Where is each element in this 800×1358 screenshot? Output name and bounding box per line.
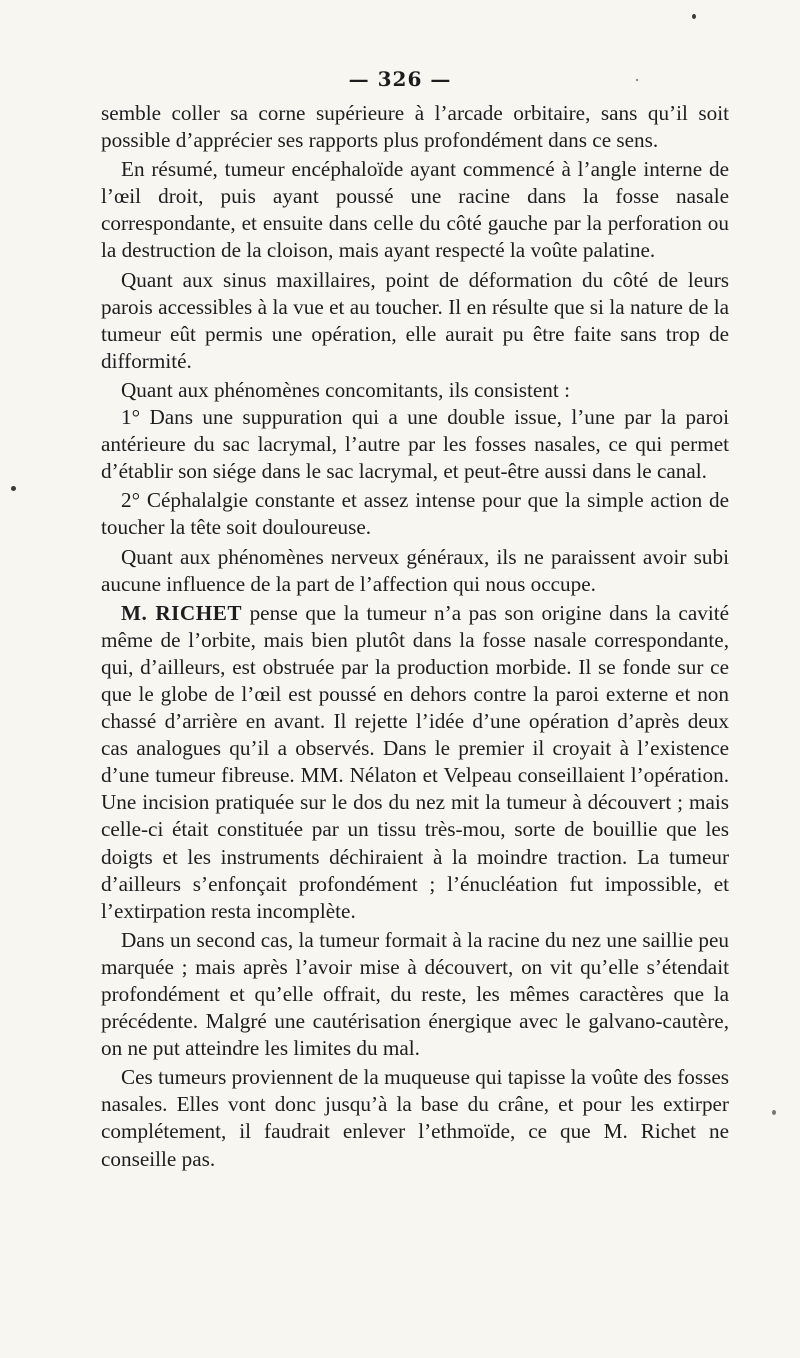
ink-speck [692,14,696,19]
paragraph: 1° Dans une suppuration qui a une double issue, l’une par la paroi antérieure du sac lacrymal, l’autre par les fosses nasales, ce qui permet d’établir son siége dans le sac lacrymal, et peut-être aussi dans le canal. [101,405,729,484]
paragraph: semble coller sa corne supérieure à l’arcade orbitaire, sans qu’il soit possible d’apprécier ses rapports plus profondément dans ce sens. [101,101,729,153]
paragraph: 2° Céphalalgie constante et assez intense pour que la simple action de toucher la tête soit douloureuse. [101,488,729,540]
paragraph: En résumé, tumeur encéphaloïde ayant commencé à l’angle interne de l’œil droit, puis ayant poussé une racine dans la fosse nasale correspondante, et ensuite dans celle du côté gauche par la perforation ou la destruction de la cloison, mais ayant respecté la voûte palatine. [101,157,729,263]
paragraph: Quant aux sinus maxillaires, point de déformation du côté de leurs parois accessibles à la vue et au toucher. Il en résulte que si la nature de la tumeur eût permis une opération, elle aurait pu être faite sans trop de difformité. [101,267,729,373]
paragraph: Quant aux phénomènes concomitants, ils consistent : [121,377,570,402]
paragraph-text: pense que la tumeur n’a pas son origine dans la cavité même de l’orbite, mais bien plutôt dans la fosse nasale correspondante, qui, d’ailleurs, est obstruée par la production morbide. Il se fonde sur ce que le globe de l’œil est poussé en dehors contre la paroi externe et non chassé d’arrière en avant. Il rejette l’idée d’une opération d’après deux cas analogues qu’il a observés. Dans le premier il croyait à l’existence d’une tumeur fibreuse. MM. Nélaton et Velpeau conseillaient l’opération. Une incision pratiquée sur le dos du nez mit la tumeur à découvert ; mais celle-ci était constituée par un tissu très-mou, sorte de bouillie que les doigts et les instruments déchiraient à la moindre traction. La tumeur d’ailleurs s’enfonçait profondément ; l’énucléation fut impossible, et l’extirpation resta incomplète. [101,600,730,923]
paragraph [101,600,729,925]
ink-speck [772,1110,776,1115]
speaker-name: M. RICHET [121,600,242,625]
body-text [101,100,729,1173]
paragraph: Ces tumeurs proviennent de la muqueuse qui tapisse la voûte des fosses nasales. Elles vont donc jusqu’à la base du crâne, et pour les extirper complétement, il faudrait enlever l’ethmoïde, ce que M. Richet ne conseille pas. [101,1065,729,1171]
page-number: — 326 — [348,67,452,91]
paragraph: Dans un second cas, la tumeur formait à la racine du nez une saillie peu marquée ; mais après l’avoir mise à découvert, on vit qu’elle s’étendait profondément et qu’elle offrait, du reste, les mêmes caractères que la précédente. Malgré une cautérisation énergique avec le galvano-cautère, on ne put atteindre les limites du mal. [101,927,729,1061]
paragraph: Quant aux phénomènes nerveux généraux, ils ne paraissent avoir subi aucune influence de la part de l’affection qui nous occupe. [101,544,729,596]
ink-speck [11,486,16,491]
